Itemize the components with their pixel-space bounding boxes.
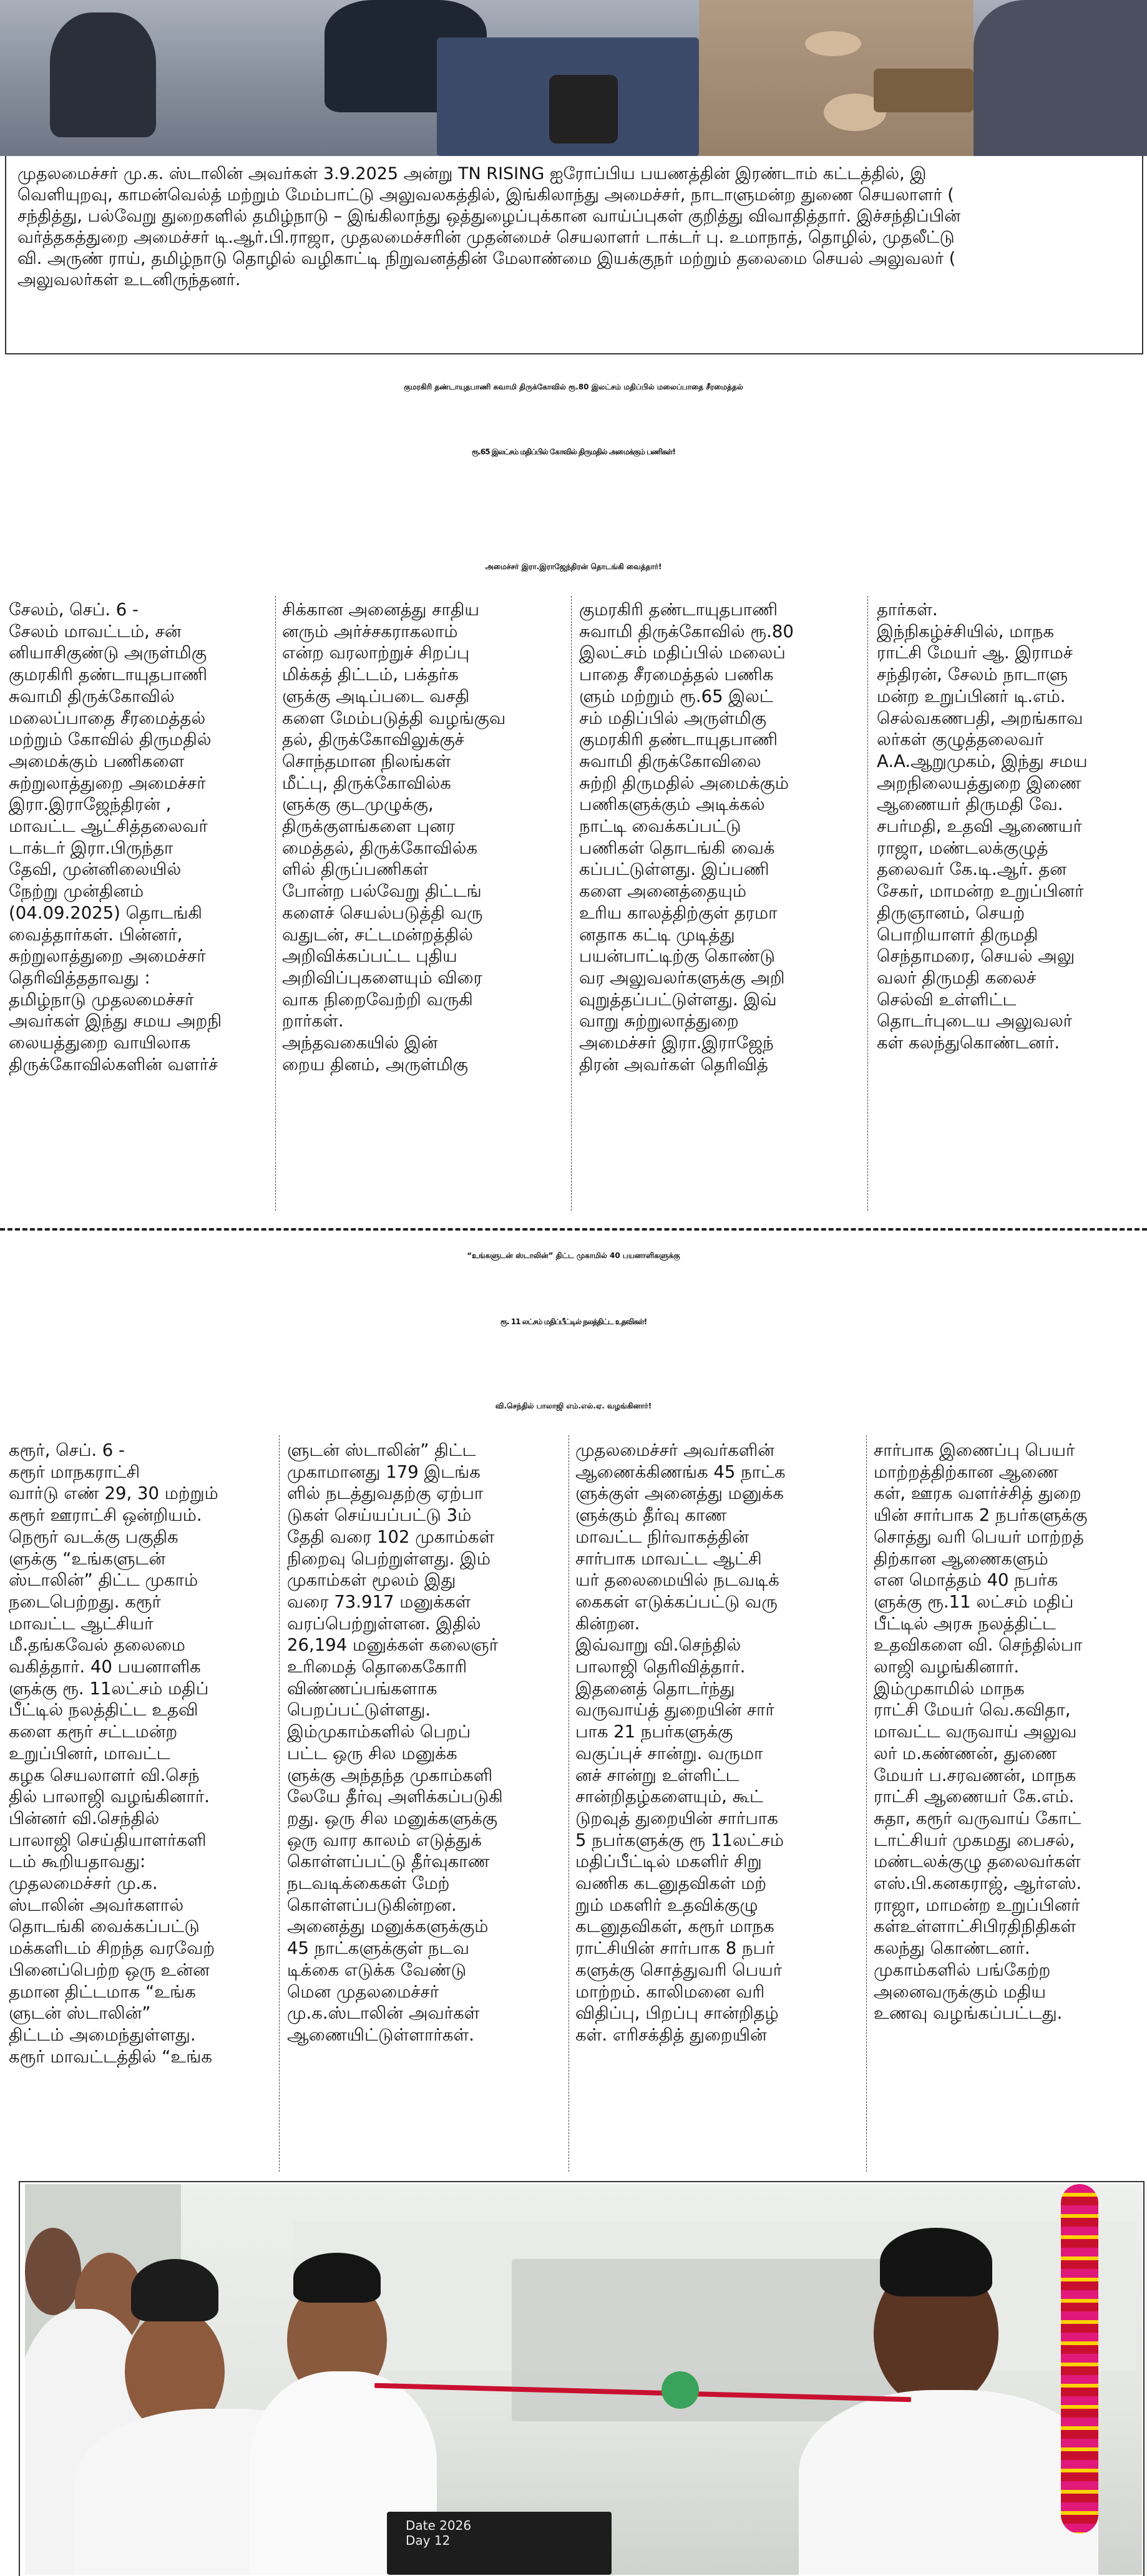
- story3-column-3: முதலமைச்சர் அவர்களின் ஆணைக்கிணங்க 45 நாட்க ளுக்குள் அனைத்து மனுக்க ளுக்கும் தீர்வு காண மாவட்ட நிர்வாகத்தின் சார்பாக மாவட்ட ஆட்சி யர் தலைமையில் நடவடிக் கைகள் எடுக்கப்பட்டு வரு கின்றன. இவ்வாறு வி.செந்தில் பாலாஜி தெரிவித்தார். இதனைத் தொடர்ந்து வருவாய்த் துறையின் சார் பாக 21 நபர்களுக்கு வகுப்புச் சான்று. வருமா னச் சான்று உள்ளிட்ட சான்றிதழ்களையும், கூட் டுறவுத் துறையின் சார்பாக 5 நபர்களுக்கு ரூ 11லட்சம் மதிப்பீட்டில் மகளிர் சிறு வணிக கடனுதவிகள் மற் றும் மகளிர் உதவிக்குழு கடனுதவிகள், கரூர் மாநக ராட்சியின் சார்பாக 8 நபர் களுக்கு சொத்துவரி பெயர் மாற்றம். காலிமனை வரி விதிப்பு, பிறப்பு சான்றிதழ் கள். எரிசக்தித் துறையின்: [575, 1440, 786, 2045]
- ribbon-cutting-photo: [25, 2184, 1142, 2575]
- story3-column-4: சார்பாக இணைப்பு பெயர் மாற்றத்திற்கான ஆணை கள், ஊரக வளர்ச்சித் துறை யின் சார்பாக 2 நபர்களுக்கு சொத்து வரி பெயர் மாற்றத் திற்கான ஆணைகளும் என மொத்தம் 40 நபர்க ளுக்கு ரூ.11 லட்சம் மதிப் பீட்டில் அரசு நலத்திட்ட உதவிகளை வி. செந்தில்பா லாஜி வழங்கினார். இம்முகாமில் மாநக ராட்சி மேயர் வெ.கவிதா, மாவட்ட வருவாய் அலுவ லர் ம.கண்ணன், துணை மேயர் ப.சரவணன், மாநக ராட்சி ஆணையர் கே.எம். சுதா, கரூர் வருவாய் கோட் டாட்சியர் முகமது பைசல், மண்டலக்குழு தலைவர்கள் எஸ்.பி.கனகராஜ், ஆர்எஸ். ராஜா, மாமன்ற உறுப்பினர் கள்உள்ளாட்சிபிரதிநிதிகள் கலந்து கொண்டனர். முகாம்களில் பங்கேற்ற அனைவருக்கும் மதிய உணவு வழங்கப்பட்டது.: [874, 1440, 1088, 2024]
- story3-kicker: “உங்களுடன் ஸ்டாலின்” திட்ட முகாமில் 40 பயனாளிகளுக்கு: [467, 1251, 680, 1260]
- story2-column-4: தார்கள். இந்நிகழ்ச்சியில், மாநக ராட்சி மேயர் ஆ. இராமச் சந்திரன், சேலம் நாடாளு மன்ற உறுப்பினர் டி.எம். செல்வகணபதி, அறங்காவ லர்கள் குழுத்தலைவர் A.A.ஆறுமுகம், இந்து சமய அறநிலையத்துறை இணை ஆணையர் திருமதி வே. சபர்மதி, உதவி ஆணையர் ராஜா, மண்டலக்குழுத் தலைவர் கே.டி.ஆர். தன சேகர், மாமன்ற உறுப்பினர் திருஞானம், செயற் பொறியாளர் திருமதி செந்தாமரை, செயல் அலு வலர் திருமதி கலைச் செல்வி உள்ளிட்ட தொடர்புடைய அலுவலர் கள் கலந்துகொண்டனர்.: [877, 600, 1088, 1053]
- story2-headline: ரூ.65 இலட்சம் மதிப்பில் கோவில் திருமதில் அமைக்கும் பணிகள்!: [472, 447, 675, 456]
- story2-subheadline: அமைச்சர் இரா.இராஜேந்திரன் தொடங்கி வைத்தார்!: [485, 562, 662, 571]
- story2-kicker: குமரகிரி தண்டாயுதபாணி சுவாமி திருக்கோவில் ரூ.80 இலட்சம் மதிப்பில் மலைப்பாதை சீரமைத்தல்: [404, 383, 743, 391]
- story2-column-3: குமரகிரி தண்டாயுதபாணி சுவாமி திருக்கோவில் ரூ.80 இலட்சம் மதிப்பில் மலைப் பாதை சீரமைத்தல் பணிக ளும் மற்றும் ரூ.65 இலட் சம் மதிப்பில் அருள்மிகு குமரகிரி தண்டாயுதபாணி சுவாமி திருக்கோவிலை சுற்றி திருமதில் அமைக்கும் பணிகளுக்கும் அடிக்கல் நாட்டி வைக்கப்பட்டு பணிகள் தொடங்கி வைக் கப்பட்டுள்ளது. இப்பணி களை அனைத்தையும் உரிய காலத்திற்குள் தரமா னதாக கட்டி முடித்து பயன்பாட்டிற்கு கொண்டு வர அலுவலர்களுக்கு அறி வுறுத்தப்பட்டுள்ளது. இவ் வாறு சுற்றுலாத்துறை அமைச்சர் இரா.இராஜேந் திரன் அவர்கள் தெரிவித்: [579, 600, 794, 1075]
- photo-caption: முதலமைச்சர் மு.க. ஸ்டாலின் அவர்கள் 3.9.2025 அன்று TN RISING ஐரோப்பிய பயணத்தின் இரண்டாம் கட்டத்தில், இ வெளியுறவு, காமன்வெல்த் மற்றும் மேம்பாட்டு அலுவலகத்தில், இங்கிலாந்து அமைச்சர், நாடாளுமன்ற துணை செயலாளர் ( சந்தித்து, பல்வேறு துறைகளில் தமிழ்நாடு – இங்கிலாந்து ஒத்துழைப்புக்கான வாய்ப்புகள் குறித்து விவாதித்தார். இச்சந்திப்பின் வர்த்தகத்துறை அமைச்சர் டி.ஆர்.பி.ராஜா, முதலமைச்சரின் முதன்மைச் செயலாளர் டாக்டர் பு. உமாநாத், தொழில், முதலீட்டு வி. அருண் ராய், தமிழ்நாடு தொழில் வழிகாட்டி நிறுவனத்தின் மேலாண்மை இயக்குநர் மற்றும் தலைமை செயல் அலுவலர் ( அலுவலர்கள் உடனிருந்தனர்.: [17, 164, 961, 290]
- column-divider: [279, 1435, 280, 2172]
- story3-headline: ரூ. 11 லட்சம் மதிப்பீட்டில் நலத்திட்ட உதவிகள்!: [500, 1317, 647, 1326]
- section-divider: [0, 1228, 1147, 1231]
- meeting-photo: [0, 0, 1147, 156]
- column-divider: [275, 596, 276, 1211]
- story3-column-1: கரூர், செப். 6 - கரூர் மாநகராட்சி வார்டு எண் 29, 30 மற்றும் கரூர் ஊராட்சி ஒன்றியம். நெரூர் வடக்கு பகுதிக ளுக்கு “உங்களுடன் ஸ்டாலின்” திட்ட முகாம் நடைபெற்றது. கரூர் மாவட்ட ஆட்சியர் மீ.தங்கவேல் தலைமை வகித்தார். 40 பயனாளிக ளுக்கு ரூ. 11லட்சம் மதிப் பீட்டில் நலத்திட்ட உதவி களை கரூர் சட்டமன்ற உறுப்பினர், மாவட்ட கழக செயலாளர் வி.செந் தில் பாலாஜி வழங்கினார். பின்னர் வி.செந்தில் பாலாஜி செய்தியாளர்களி டம் கூறியதாவது: முதலமைச்சர் மு.க. ஸ்டாலின் அவர்களால் தொடங்கி வைக்கப்பட்டு மக்களிடம் சிறந்த வரவேற் பினைப்பெற்ற ஒரு உன்ன தமான திட்டமாக “உங்க ளுடன் ஸ்டாலின்” திட்டம் அமைந்துள்ளது. கரூர் மாவட்டத்தில் “உங்க: [9, 1440, 218, 2067]
- column-divider: [867, 596, 868, 1211]
- story2-column-2: சிக்கான அனைத்து சாதிய னரும் அர்ச்சகராகலாம் என்ற வரலாற்றுச் சிறப்பு மிக்கத் திட்டம், பக்தர்க ளுக்கு அடிப்படை வசதி களை மேம்படுத்தி வழங்குவ தல், திருக்கோவிலுக்குச் சொந்தமான நிலங்கள் மீட்பு, திருக்கோவில்க ளுக்கு குடமுழுக்கு, திருக்குளங்களை புனர மைத்தல், திருக்கோவில்க ளில் திருப்பணிகள் போன்ற பல்வேறு திட்டங் களைச் செயல்படுத்தி வரு வதுடன், சட்டமன்றத்தில் அறிவிக்கப்பட்ட புதிய அறிவிப்புகளையும் விரை வாக நிறைவேற்றி வருகி றார்கள். அந்தவகையில் இன் றைய தினம், அருள்மிகு: [282, 600, 506, 1075]
- story3-subheadline: வி.செந்தில் பாலாஜி எம்.எல்.ஏ. வழங்கினார்!: [495, 1402, 652, 1410]
- column-divider: [571, 596, 572, 1211]
- calendar-board-text: Date 2026 Day 12: [406, 2518, 472, 2548]
- story3-column-2: ளுடன் ஸ்டாலின்” திட்ட முகாமானது 179 இடங்க ளில் நடத்துவதற்கு ஏற்பா டுகள் செய்யப்பட்டு 3ம் தேதி வரை 102 முகாம்கள் நிறைவு பெற்றுள்ளது. இம் முகாம்கள் மூலம் இது வரை 73.917 மனுக்கள் வரப்பெற்றுள்ளன. இதில் 26,194 மனுக்கள் கலைஞர் உரிமைத் தொகைகோரி விண்ணப்பங்களாக பெறப்பட்டுள்ளது. இம்முகாம்களில் பெறப் பட்ட ஒரு சில மனுக்க ளுக்கு அந்தந்த முகாம்களி லேயே தீர்வு அளிக்கப்படுகி றது. ஒரு சில மனுக்களுக்கு ஒரு வார காலம் எடுத்துக் கொள்ளப்பட்டு தீர்வுகாண நடவடிக்கைகள் மேற் கொள்ளப்படுகின்றன. அனைத்து மனுக்களுக்கும் 45 நாட்களுக்குள் நடவ டிக்கை எடுக்க வேண்டு மென முதலமைச்சர் மு.க.ஸ்டாலின் அவர்கள் ஆணையிட்டுள்ளார்கள்.: [287, 1440, 503, 2045]
- column-divider: [866, 1435, 867, 2172]
- story2-column-1: சேலம், செப். 6 - சேலம் மாவட்டம், சன் னியாசிகுண்டு அருள்மிகு குமரகிரி தண்டாயுதபாணி சுவாமி திருக்கோவில் மலைப்பாதை சீரமைத்தல் மற்றும் கோவில் திருமதில் அமைக்கும் பணிகளை சுற்றுலாத்துறை அமைச்சர் இரா.இராஜேந்திரன் , மாவட்ட ஆட்சித்தலைவர் டாக்டர் இரா.பிருந்தா தேவி, முன்னிலையில் நேற்று முன்தினம் (04.09.2025) தொடங்கி வைத்தார்கள். பின்னர், சுற்றுலாத்துறை அமைச்சர் தெரிவித்ததாவது : தமிழ்நாடு முதலமைச்சர் அவர்கள் இந்து சமய அறநி லையத்துறை வாயிலாக திருக்கோவில்களின் வளர்ச்: [9, 600, 222, 1075]
